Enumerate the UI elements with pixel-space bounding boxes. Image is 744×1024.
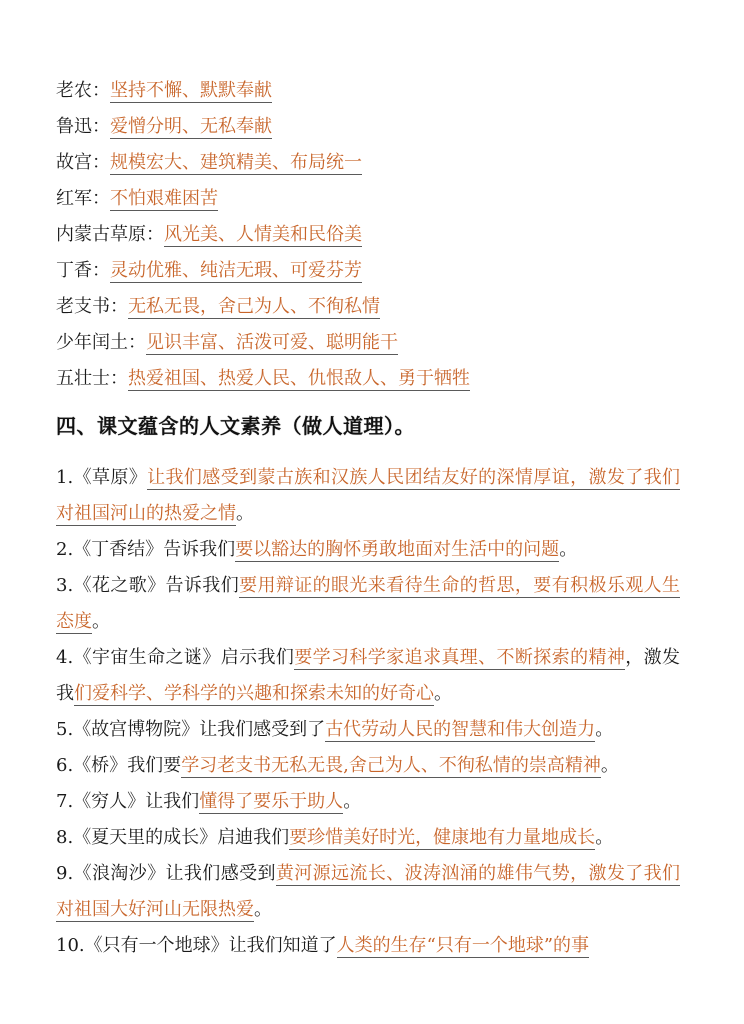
lesson-title: 《花之歌》 (73, 575, 166, 596)
lesson-title: 《只有一个地球》 (84, 935, 229, 956)
moral-answer: 要学习科学家追求真理、不断探索的精神 (294, 647, 626, 668)
moral-answer: 黄河源远流长、波涛汹涌的雄伟气势，激发了我们对祖国大好河山无限热爱 (56, 863, 681, 920)
end-punct: 。 (559, 539, 578, 560)
moral-answer-2: 们爱科学、学科学的兴趣和探索未知的好奇心 (74, 683, 434, 704)
item-number: 3. (56, 575, 74, 596)
moral-answer: 学习老支书无私无畏,舍己为人、不徇私情的崇高精神 (181, 755, 601, 776)
item-number: 10. (56, 935, 85, 956)
item-number: 2. (56, 539, 74, 560)
end-punct: 。 (595, 719, 614, 740)
item-number: 9. (56, 863, 74, 884)
item-number: 4. (56, 647, 74, 668)
lesson-title: 《草原》 (73, 467, 148, 488)
trait-row-luxun (56, 112, 680, 148)
item-number: 7. (56, 791, 74, 812)
lesson-title: 《夏天里的成长》 (73, 827, 218, 848)
trait-row-caoyuan (56, 220, 680, 256)
character-trait-list (56, 76, 680, 400)
moral-answer: 要以豁达的胸怀勇敢地面对生活中的问题 (235, 539, 560, 560)
trait-label: 老农： (56, 80, 110, 101)
trait-label: 丁香： (56, 260, 110, 281)
lead-text: 告诉我们 (163, 539, 236, 560)
lead-text: 让我们感受到 (165, 863, 276, 884)
moral-item-2 (56, 532, 680, 568)
end-punct: 。 (600, 755, 619, 776)
moral-answer: 懂得了要乐于助人 (199, 791, 344, 812)
lesson-title: 《浪淘沙》 (73, 863, 166, 884)
trait-answer: 不怕艰难困苦 (110, 188, 218, 209)
trait-row-runtu (56, 328, 680, 364)
trait-answer: 规模宏大、建筑精美、布局统一 (110, 152, 362, 173)
moral-item-9 (56, 856, 680, 928)
trait-row-wuzhuangshi (56, 364, 680, 400)
moral-item-6 (56, 748, 680, 784)
end-punct: 。 (595, 827, 614, 848)
moral-answer: 人类的生存“只有一个地球”的事 (336, 935, 590, 956)
moral-item-4 (56, 640, 680, 712)
moral-lesson-list (56, 460, 680, 964)
lesson-title: 《桥》 (73, 755, 128, 776)
end-punct: 。 (343, 791, 362, 812)
lesson-title: 《穷人》 (73, 791, 146, 812)
trait-label: 故宫： (56, 152, 110, 173)
lead-text: 启示我们 (220, 647, 295, 668)
end-punct: 。 (92, 611, 110, 632)
trait-label: 老支书： (56, 296, 128, 317)
lesson-title: 《宇宙生命之谜》 (73, 647, 221, 668)
moral-item-8 (56, 820, 680, 856)
moral-answer: 古代劳动人民的智慧和伟大创造力 (325, 719, 596, 740)
lesson-title: 《故宫博物院》 (73, 719, 200, 740)
end-punct: 。 (236, 503, 254, 524)
trait-label: 内蒙古草原： (56, 224, 164, 245)
trait-answer: 爱憎分明、无私奉献 (110, 116, 272, 137)
trait-label: 少年闰土： (56, 332, 146, 353)
lead-text: 我们要 (127, 755, 182, 776)
moral-answer: 让我们感受到蒙古族和汉族人民团结友好的深情厚谊，激发了我们对祖国河山的热爱之情 (56, 467, 681, 524)
lead-text: 让我们感受到了 (199, 719, 326, 740)
trait-answer: 坚持不懈、默默奉献 (110, 80, 272, 101)
item-number: 8. (56, 827, 74, 848)
item-number: 1. (56, 467, 74, 488)
lead-text: 让我们知道了 (228, 935, 337, 956)
moral-item-10 (56, 928, 680, 964)
lead-text: 让我们 (145, 791, 200, 812)
trait-answer: 风光美、人情美和民俗美 (164, 224, 362, 245)
trait-row-hongjun (56, 184, 680, 220)
end-punct: 。 (434, 683, 452, 704)
moral-item-3 (56, 568, 680, 640)
mid-text: ，激发我 (56, 647, 681, 704)
moral-item-5 (56, 712, 680, 748)
item-number: 6. (56, 755, 74, 776)
trait-label: 五壮士： (56, 368, 128, 389)
trait-row-laonong (56, 76, 680, 112)
moral-answer: 要用辩证的眼光来看待生命的哲思，要有积极乐观人生态度 (56, 575, 681, 632)
trait-answer: 无私无畏，舍己为人、不徇私情 (128, 296, 380, 317)
lead-text: 启迪我们 (217, 827, 290, 848)
trait-row-dingxiang (56, 256, 680, 292)
moral-item-7 (56, 784, 680, 820)
moral-answer: 要珍惜美好时光，健康地有力量地成长 (289, 827, 596, 848)
moral-item-1 (56, 460, 680, 532)
end-punct: 。 (254, 899, 272, 920)
document-page (56, 76, 680, 964)
trait-label: 红军： (56, 188, 110, 209)
item-number: 5. (56, 719, 74, 740)
trait-label: 鲁迅： (56, 116, 110, 137)
trait-answer: 热爱祖国、热爱人民、仇恨敌人、勇于牺牲 (128, 368, 470, 389)
trait-row-gugong (56, 148, 680, 184)
trait-answer: 见识丰富、活泼可爱、聪明能干 (146, 332, 398, 353)
lesson-title: 《丁香结》 (73, 539, 164, 560)
section-heading: 四、课文蕴含的人文素养（做人道理）。 (56, 414, 415, 438)
lead-text: 告诉我们 (165, 575, 240, 596)
trait-row-laozhishu (56, 292, 680, 328)
trait-answer: 灵动优雅、纯洁无瑕、可爱芬芳 (110, 260, 362, 281)
